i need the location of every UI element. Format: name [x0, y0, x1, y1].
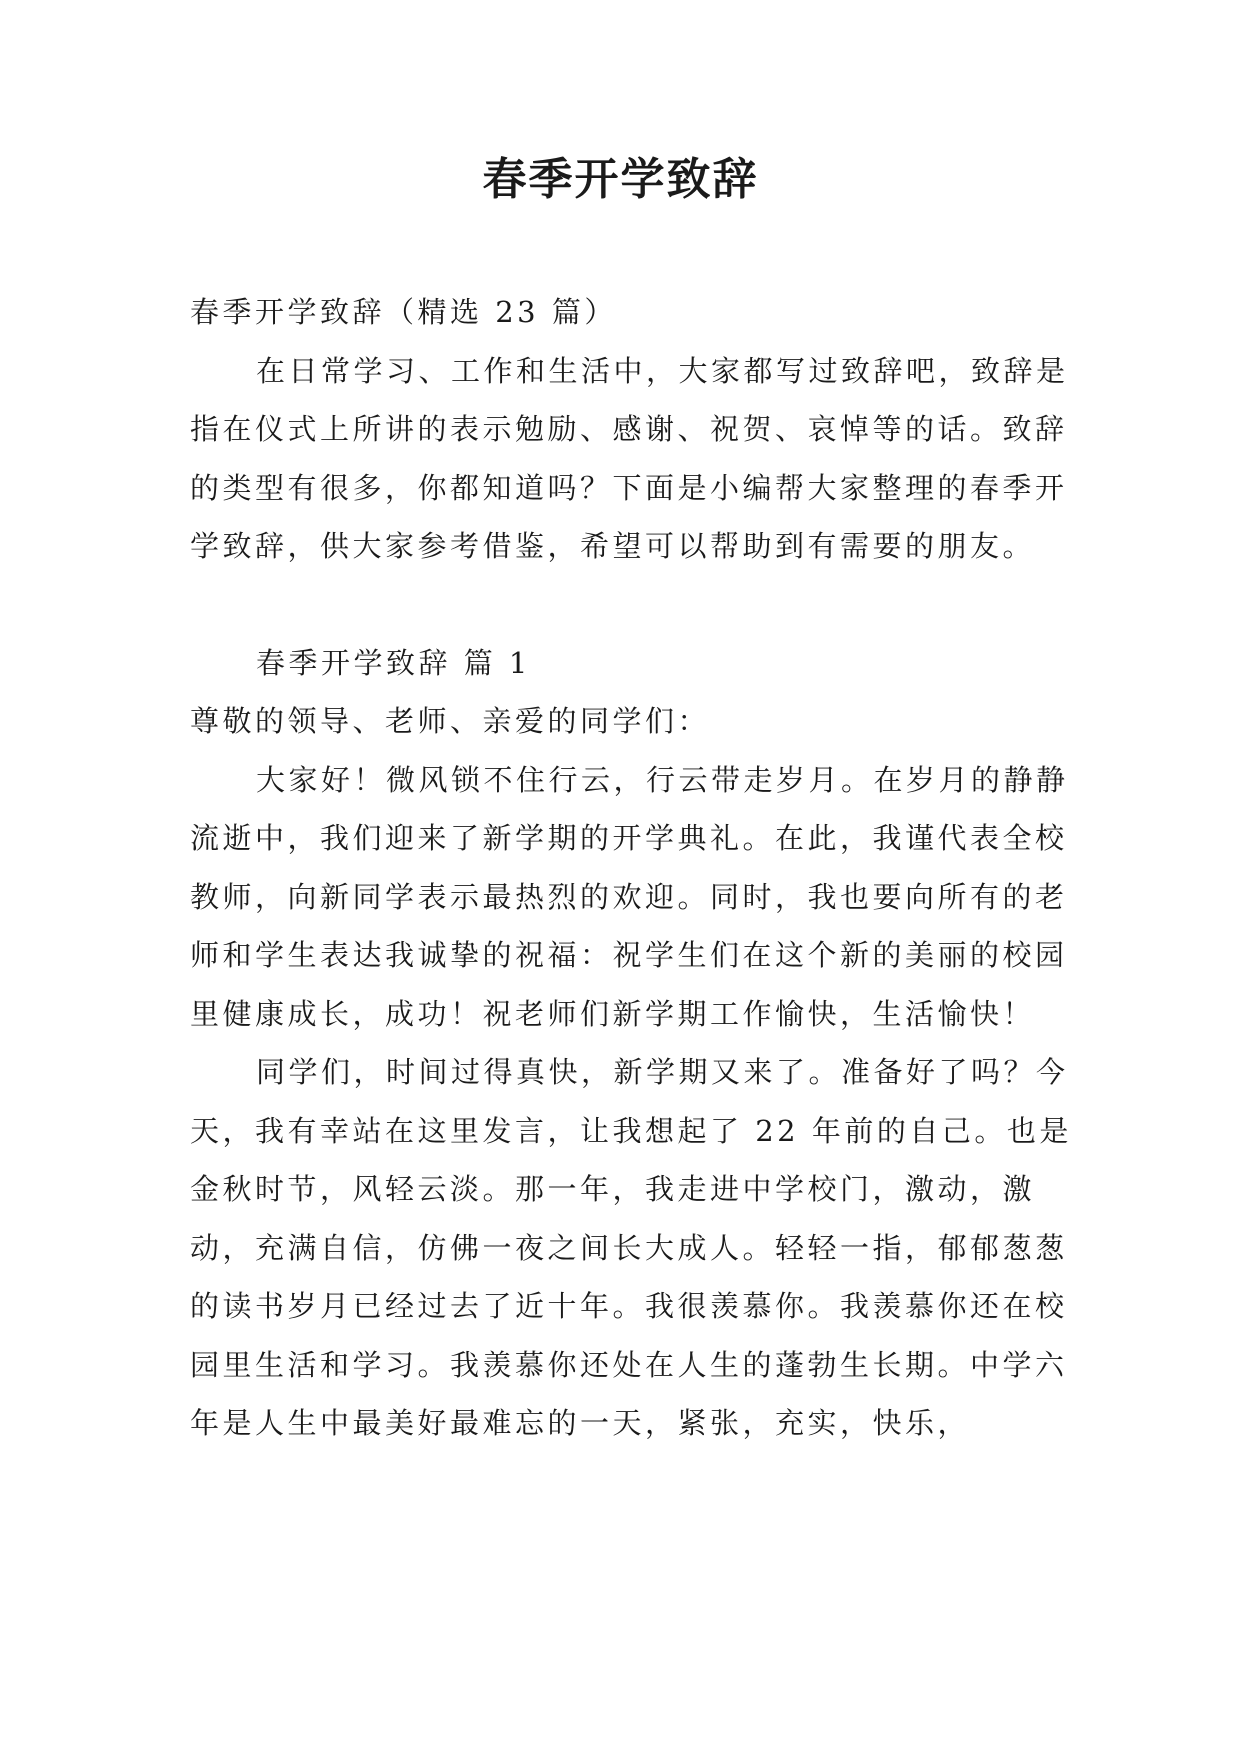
body-paragraph-2: 同学们，时间过得真快，新学期又来了。准备好了吗？今天，我有幸站在这里发言，让我想起了 22 年前的自己。也是金秋时节，风轻云淡。那一年，我走进中学校门，激动，激动，充满自信，仿佛一夜之间长大成人。轻轻一指，郁郁葱葱的读书岁月已经过去了近十年。我很羡慕你。我羡慕你还在校园里生活和学习。我羡慕你还处在人生的蓬勃生长期。中学六年是人生中最美好最难忘的一天，紧张，充实，快乐，: [190, 1055, 1072, 1440]
section-heading: 春季开学致辞 篇 1: [256, 645, 531, 680]
paragraph-spacer: [190, 576, 1090, 634]
document-title: 春季开学致辞: [482, 154, 759, 205]
body-paragraph-1: 大家好！微风锁不住行云，行云带走岁月。在岁月的静静流逝中，我们迎来了新学期的开学典礼。在此，我谨代表全校教师，向新同学表示最热烈的欢迎。同时，我也要向所有的老师和学生表达我诚挚的祝福：祝学生们在这个新的美丽的校园里健康成长，成功！祝老师们新学期工作愉快，生活愉快！: [190, 762, 1069, 1031]
intro-paragraph: 在日常学习、工作和生活中，大家都写过致辞吧，致辞是指在仪式上所讲的表示勉励、感谢、祝贺、哀悼等的话。致辞的类型有很多，你都知道吗？下面是小编帮大家整理的春季开学致辞，供大家参考借鉴，希望可以帮助到有需要的朋友。: [190, 353, 1069, 563]
document-body: [190, 283, 1090, 1453]
salutation: 尊敬的领导、老师、亲爱的同学们：: [190, 704, 711, 738]
document-subtitle: 春季开学致辞（精选 23 篇）: [190, 295, 617, 329]
